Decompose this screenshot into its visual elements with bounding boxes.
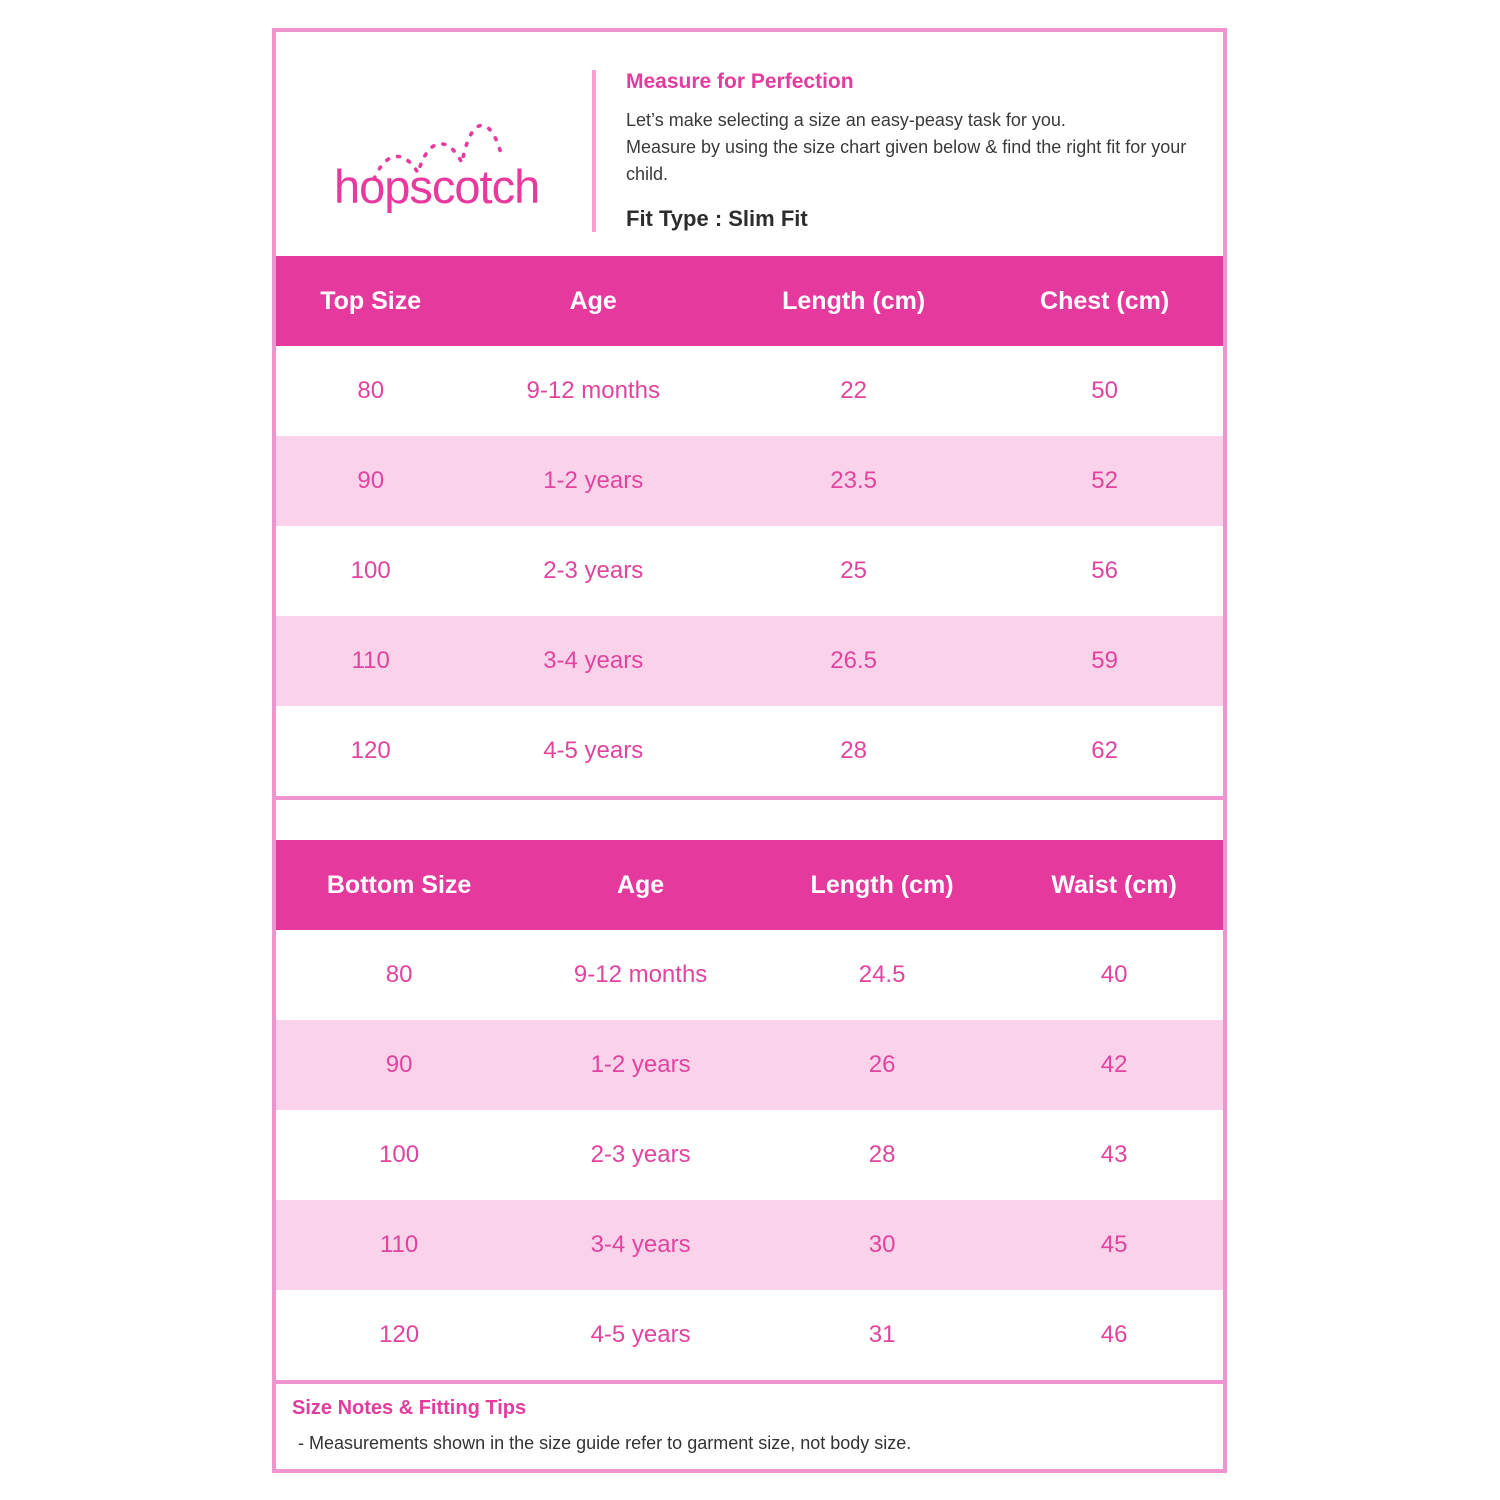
cell: 120	[350, 737, 391, 764]
cell: 30	[868, 1231, 896, 1258]
column-header: Length (cm)	[810, 870, 954, 899]
cell: 24.5	[858, 961, 906, 988]
hopscotch-logo	[334, 93, 552, 213]
table-row	[276, 1110, 1223, 1200]
table-row	[276, 706, 1223, 796]
cell: 80	[357, 377, 385, 404]
top-size-table	[276, 256, 1223, 796]
table-row	[276, 436, 1223, 526]
section-gap	[276, 800, 1223, 840]
cell: 50	[1091, 377, 1118, 404]
column-header: Chest (cm)	[1040, 286, 1170, 315]
cell: 2-3 years	[590, 1141, 691, 1168]
cell: 59	[1091, 647, 1118, 674]
footer	[276, 1384, 1223, 1469]
logo-text: hopscotch	[334, 159, 540, 213]
table-row	[276, 346, 1223, 436]
cell: 110	[351, 647, 390, 674]
column-header: Age	[569, 286, 617, 315]
cell: 43	[1100, 1141, 1128, 1168]
column-header: Top Size	[320, 286, 422, 315]
cell: 90	[357, 467, 385, 494]
cell: 25	[840, 557, 867, 584]
cell: 4-5 years	[543, 737, 644, 764]
footer-note: - Measurements shown in the size guide refer to garment size, not body size.	[298, 1433, 912, 1453]
cell: 80	[385, 961, 413, 988]
bottom-size-table-body	[276, 930, 1223, 1380]
cell: 1-2 years	[590, 1051, 691, 1078]
cell: 45	[1100, 1231, 1128, 1258]
cell: 3-4 years	[543, 647, 644, 674]
cell: 28	[840, 737, 867, 764]
description-line: Let’s make selecting a size an easy-peasy task for you.	[626, 110, 1066, 130]
table-row	[276, 526, 1223, 616]
description-line: Measure by using the size chart given below & find the right fit for your	[626, 137, 1187, 157]
cell: 46	[1100, 1321, 1128, 1348]
cell: 23.5	[830, 467, 878, 494]
cell: 4-5 years	[590, 1321, 691, 1348]
cell: 52	[1091, 467, 1118, 494]
cell: 100	[379, 1141, 420, 1168]
cell: 26	[868, 1051, 896, 1078]
table-row	[276, 616, 1223, 706]
cell: 62	[1091, 737, 1118, 764]
size-chart-card	[272, 28, 1227, 1473]
column-header: Age	[616, 870, 665, 899]
header-description	[626, 107, 1186, 188]
cell: 2-3 years	[543, 557, 644, 584]
header	[276, 32, 1223, 256]
bottom-size-table	[276, 840, 1223, 1380]
bottom-size-table-header	[276, 840, 1223, 930]
column-header: Waist (cm)	[1051, 870, 1177, 899]
cell: 100	[350, 557, 391, 584]
cell: 9-12 months	[573, 961, 708, 988]
table-row	[276, 930, 1223, 1020]
cell: 28	[868, 1141, 896, 1168]
top-size-table-body	[276, 346, 1223, 796]
header-title: Measure for Perfection	[626, 70, 854, 93]
description-line: child.	[626, 164, 669, 184]
fit-type-label: Fit Type : Slim Fit	[626, 206, 808, 231]
table-row	[276, 1200, 1223, 1290]
cell: 9-12 months	[526, 377, 660, 404]
cell: 120	[379, 1321, 420, 1348]
table-row	[276, 1020, 1223, 1110]
top-size-table-header	[276, 256, 1223, 346]
cell: 31	[868, 1321, 896, 1348]
cell: 26.5	[830, 647, 878, 674]
column-header: Bottom Size	[326, 870, 472, 899]
cell: 56	[1091, 557, 1118, 584]
cell: 110	[379, 1231, 419, 1258]
table-row	[276, 1290, 1223, 1380]
cell: 40	[1100, 961, 1128, 988]
cell: 90	[385, 1051, 413, 1078]
cell: 1-2 years	[543, 467, 644, 494]
footer-title: Size Notes & Fitting Tips	[292, 1397, 527, 1419]
header-text-block	[592, 70, 1186, 232]
cell: 3-4 years	[590, 1231, 691, 1258]
cell: 22	[840, 377, 867, 404]
column-header: Length (cm)	[782, 286, 926, 315]
cell: 42	[1100, 1051, 1128, 1078]
